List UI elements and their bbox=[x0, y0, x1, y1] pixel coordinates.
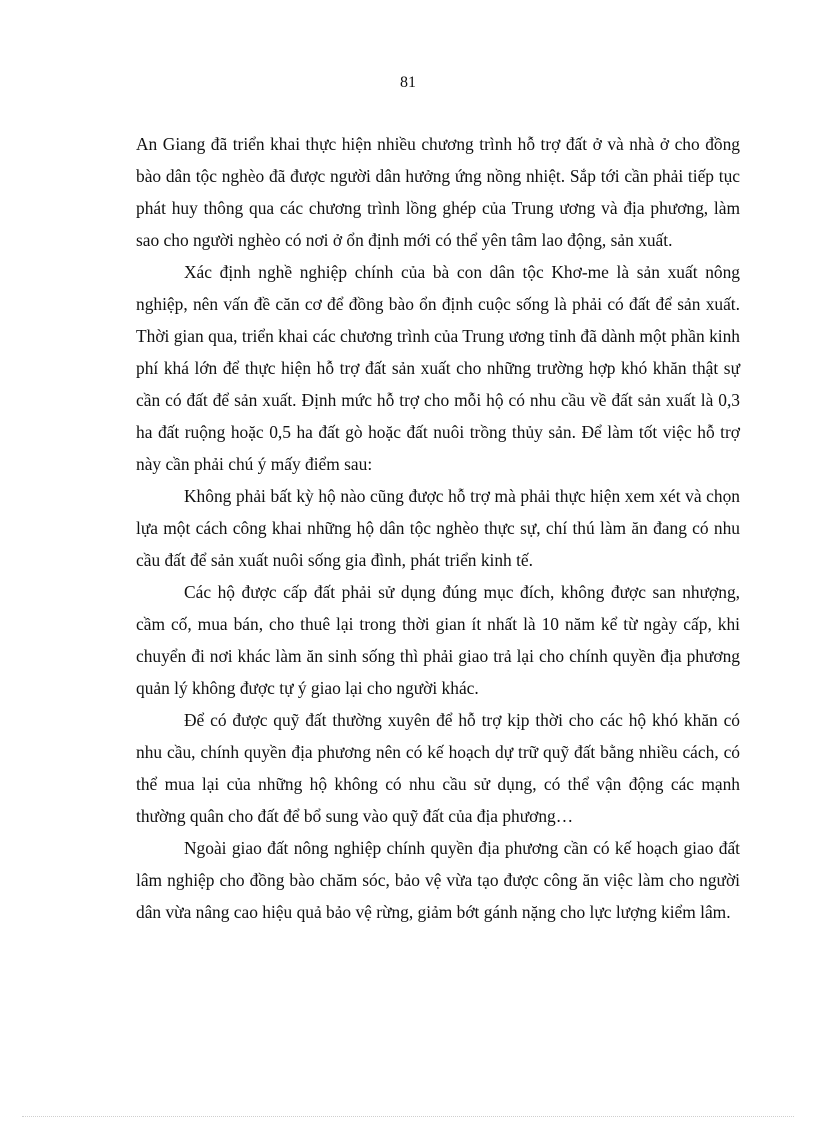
paragraph-4: Các hộ được cấp đất phải sử dụng đúng mục đích, không được san nhượng, cầm cố, mua bán, cho thuê lại trong thời gian ít nhất là 10 năm kể từ ngày cấp, khi chuyển đi nơi khác làm ăn sinh sống thì phải giao trả lại cho chính quyền địa phương quản lý không được tự ý giao lại cho người khác. bbox=[136, 582, 740, 698]
paragraph-3: Không phải bất kỳ hộ nào cũng được hỗ trợ mà phải thực hiện xem xét và chọn lựa một cách công khai những hộ dân tộc nghèo thực sự, chí thú làm ăn đang có nhu cầu đất để sản xuất nuôi sống gia đình, phát triển kinh tế. bbox=[136, 486, 740, 570]
page-number: 81 bbox=[400, 74, 416, 91]
paragraph-6: Ngoài giao đất nông nghiệp chính quyền địa phương cần có kế hoạch giao đất lâm nghiệp cho đồng bào chăm sóc, bảo vệ vừa tạo được công ăn việc làm cho người dân vừa nâng cao hiệu quả bảo vệ rừng, giảm bớt gánh nặng cho lực lượng kiểm lâm. bbox=[136, 838, 740, 922]
body-text bbox=[136, 128, 740, 928]
paragraph-1: An Giang đã triển khai thực hiện nhiều chương trình hỗ trợ đất ở và nhà ở cho đồng bào dân tộc nghèo đã được người dân hưởng ứng nồng nhiệt. Sắp tới cần phải tiếp tục phát huy thông qua các chương trình lồng ghép của Trung ương và địa phương, làm sao cho người nghèo có nơi ở ổn định mới có thể yên tâm lao động, sản xuất. bbox=[136, 134, 740, 250]
page-bottom-divider bbox=[22, 1116, 794, 1117]
paragraph-5: Để có được quỹ đất thường xuyên để hỗ trợ kịp thời cho các hộ khó khăn có nhu cầu, chính quyền địa phương nên có kế hoạch dự trữ quỹ đất bằng nhiều cách, có thể mua lại của những hộ không có nhu cầu sử dụng, có thể vận động các mạnh thường quân cho đất để bổ sung vào quỹ đất của địa phương… bbox=[136, 710, 740, 826]
paragraph-2: Xác định nghề nghiệp chính của bà con dân tộc Khơ-me là sản xuất nông nghiệp, nên vấn đề căn cơ để đồng bào ổn định cuộc sống là phải có đất để sản xuất. Thời gian qua, triển khai các chương trình của Trung ương tỉnh đã dành một phần kinh phí khá lớn để thực hiện hỗ trợ đất sản xuất cho những trường hợp khó khăn thật sự cần có đất để sản xuất. Định mức hỗ trợ cho mỗi hộ có nhu cầu về đất sản xuất là 0,3 ha đất ruộng hoặc 0,5 ha đất gò hoặc đất nuôi trồng thủy sản. Để làm tốt việc hỗ trợ này cần phải chú ý mấy điểm sau: bbox=[136, 262, 740, 474]
